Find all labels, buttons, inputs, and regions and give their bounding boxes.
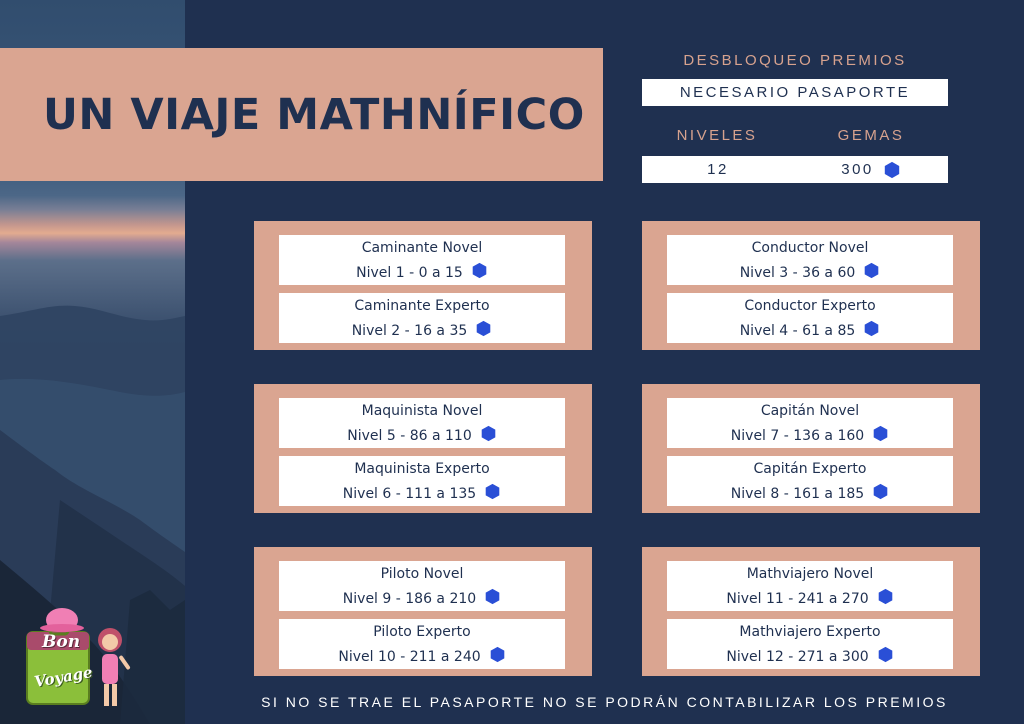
gem-icon: [877, 588, 894, 605]
level-card: [667, 235, 953, 285]
level-range-row: [667, 646, 953, 665]
level-range-row: [667, 588, 953, 607]
gems-label: GEMAS: [837, 127, 905, 144]
level-group: [254, 384, 592, 513]
level-range-row: [279, 646, 565, 665]
level-card: [279, 293, 565, 343]
level-name: Maquinista Experto: [354, 461, 490, 477]
sticker-text-top: Bon: [42, 632, 81, 652]
unlock-value-box: [642, 79, 948, 106]
level-name: Piloto Experto: [373, 624, 471, 640]
level-name: Capitán Experto: [753, 461, 867, 477]
level-range-row: [667, 262, 953, 281]
level-name: Caminante Novel: [361, 240, 483, 256]
gem-icon: [863, 262, 880, 279]
page-title: UN VIAJE MATHNÍFICO: [43, 89, 585, 140]
gems-value: 300: [841, 161, 874, 178]
level-name: Conductor Novel: [751, 240, 869, 256]
level-range: Nivel 3 - 36 a 60: [739, 265, 856, 281]
gem-icon: [484, 588, 501, 605]
level-group: [254, 221, 592, 350]
level-range: Nivel 12 - 271 a 300: [726, 649, 869, 665]
level-card: [667, 456, 953, 506]
gem-icon: [872, 425, 889, 442]
gem-icon: [475, 320, 492, 337]
level-name: Conductor Experto: [744, 298, 876, 314]
level-range-row: [279, 483, 565, 502]
gems-value-box: [794, 156, 948, 183]
levels-value: 12: [707, 161, 729, 178]
sticker-text-bottom: Voyage: [32, 663, 94, 691]
level-group: [254, 547, 592, 676]
unlock-label: DESBLOQUEO PREMIOS: [683, 52, 907, 69]
levels-value-box: [642, 156, 794, 183]
level-name: Caminante Experto: [354, 298, 490, 314]
level-card: [667, 293, 953, 343]
unlock-value: NECESARIO PASAPORTE: [679, 84, 911, 101]
level-group: [642, 384, 980, 513]
level-range-row: [279, 425, 565, 444]
level-name: Mathviajero Experto: [739, 624, 881, 640]
level-range-row: [667, 320, 953, 339]
level-card: [279, 398, 565, 448]
footer-note: SI NO SE TRAE EL PASAPORTE NO SE PODRÁN CONTABILIZAR LOS PREMIOS: [261, 694, 948, 710]
level-card: [279, 561, 565, 611]
level-card: [667, 561, 953, 611]
level-range: Nivel 2 - 16 a 35: [351, 323, 468, 339]
level-group: [642, 547, 980, 676]
level-range-row: [667, 425, 953, 444]
gem-icon: [863, 320, 880, 337]
gem-icon: [489, 646, 506, 663]
level-card: [279, 235, 565, 285]
level-range: Nivel 9 - 186 a 210: [342, 591, 477, 607]
level-card: [667, 619, 953, 669]
title-banner: [0, 48, 603, 181]
level-card: [279, 619, 565, 669]
level-name: Mathviajero Novel: [746, 566, 874, 582]
level-name: Maquinista Novel: [361, 403, 483, 419]
level-range: Nivel 6 - 111 a 135: [342, 486, 477, 502]
gem-icon: [480, 425, 497, 442]
level-range-row: [279, 320, 565, 339]
gem-icon: [872, 483, 889, 500]
bon-voyage-sticker-icon: [22, 602, 132, 712]
level-group: [642, 221, 980, 350]
level-card: [279, 456, 565, 506]
level-range: Nivel 5 - 86 a 110: [347, 428, 472, 444]
levels-label: NIVELES: [676, 127, 758, 144]
level-range: Nivel 10 - 211 a 240: [338, 649, 481, 665]
gem-icon: [877, 646, 894, 663]
gem-icon: [883, 161, 901, 179]
level-range-row: [279, 262, 565, 281]
level-range-row: [279, 588, 565, 607]
level-range: Nivel 7 - 136 a 160: [730, 428, 865, 444]
level-range-row: [667, 483, 953, 502]
gem-icon: [484, 483, 501, 500]
level-range: Nivel 1 - 0 a 15: [356, 265, 463, 281]
level-card: [667, 398, 953, 448]
level-range: Nivel 8 - 161 a 185: [730, 486, 865, 502]
level-range: Nivel 11 - 241 a 270: [726, 591, 869, 607]
level-name: Capitán Novel: [760, 403, 860, 419]
level-range: Nivel 4 - 61 a 85: [739, 323, 856, 339]
level-name: Piloto Novel: [380, 566, 464, 582]
gem-icon: [471, 262, 488, 279]
